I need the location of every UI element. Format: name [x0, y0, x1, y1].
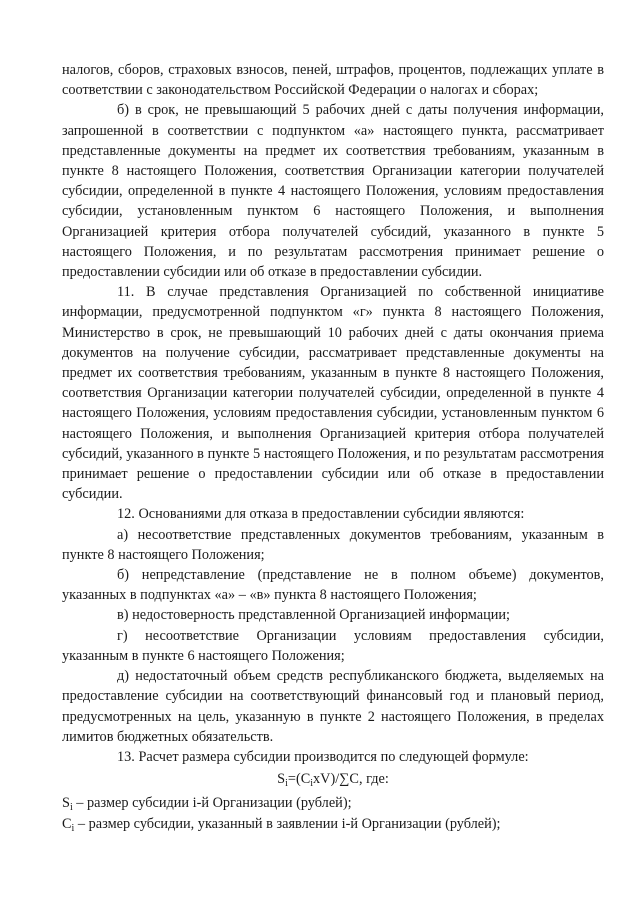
definition-s-text: – размер субсидии i-й Организации (рублей); [72, 795, 352, 812]
clause-12-g: г) несоответствие Организации условиям предоставления субсидии, указанным в пункте 6 настоящего Положения; [62, 627, 604, 664]
formula-eq: =(C [287, 771, 311, 788]
definition-c-index: i [71, 822, 75, 834]
definition-s [62, 793, 604, 813]
clause-12-a: а) несоответствие представленных документов требованиям, указанным в пункте 8 настоящего Положения; [62, 526, 604, 563]
paragraph-continuation: налогов, сборов, страховых взносов, пеней, штрафов, процентов, подлежащих уплате в соответствии с законодательством Российской Федерации о налогах и сборах; [62, 62, 604, 99]
formula-s: S [277, 771, 286, 788]
definition-s-index: i [69, 802, 73, 814]
definition-c-symbol: C [62, 815, 72, 832]
clause-11: 11. В случае представления Организацией по собственной инициативе информации, предусмотренной подпунктом «г» пункта 8 настоящего Положения, Министерство в срок, не превышающий 10 рабочих дней с даты окончания приема документов на получение субсидии, рассматривает представленные документы на предмет их соответствия требованиям, указанным в пункте 8 настоящего Положения, соответствия Организации категории получателей субсидии, определенной в пункте 4 настоящего Положения, условиям предоставления субсидии, установленным пунктом 6 настоящего Положения, и выполнения Организацией критерия отбора получателей субсидий, указанного в пункте 5 настоящего Положения, и по результатам рассмотрения принимает решение о предоставлении субсидии или об отказе в предоставлении субсидии. [62, 284, 604, 503]
subitem-b: б) в срок, не превышающий 5 рабочих дней с даты получения информации, запрошенной в соответствии с подпунктом «а» настоящего пункта, рассматривает представленные документы на предмет их соответствия требованиям, указанным в пункте 8 настоящего Положения, соответствия Организации категории получателей субсидии, определенной в пункте 4 настоящего Положения, условиям предоставления субсидии, установленным пунктом 6 настоящего Положения, и выполнения Организацией критерия отбора получателей субсидий, указанного в пункте 5 настоящего Положения, и по результатам рассмотрения принимает решение о предоставлении субсидии или об отказе в предоставлении субсидии. [62, 102, 604, 281]
definition-c [62, 814, 604, 834]
clause-12-d: д) недостаточный объем средств республиканского бюджета, выделяемых на предоставление субсидии на соответствующий финансовый год и плановый период, предусмотренных на цель, указанную в пункте 2 настоящего Положения, в пределах лимитов бюджетных обязательств. [62, 668, 604, 745]
clause-13: 13. Расчет размера субсидии производится по следующей формуле: [117, 748, 529, 765]
definition-c-text: – размер субсидии, указанный в заявлении i-й Организации (рублей); [74, 815, 501, 832]
clause-12: 12. Основаниями для отказа в предоставлении субсидии являются: [117, 506, 525, 523]
formula-c-index: i [310, 778, 314, 790]
clause-12-b: б) непредставление (представление не в полном объеме) документов, указанных в подпунктах «а» – «в» пункта 8 настоящего Положения; [62, 567, 604, 604]
formula-rest: xV)/∑C, где: [313, 771, 389, 788]
formula-s-index: i [285, 778, 288, 790]
definition-s-symbol: S [62, 795, 70, 812]
clause-12-v: в) недостоверность представленной Организацией информации; [117, 607, 511, 624]
subsidy-formula [62, 769, 604, 789]
